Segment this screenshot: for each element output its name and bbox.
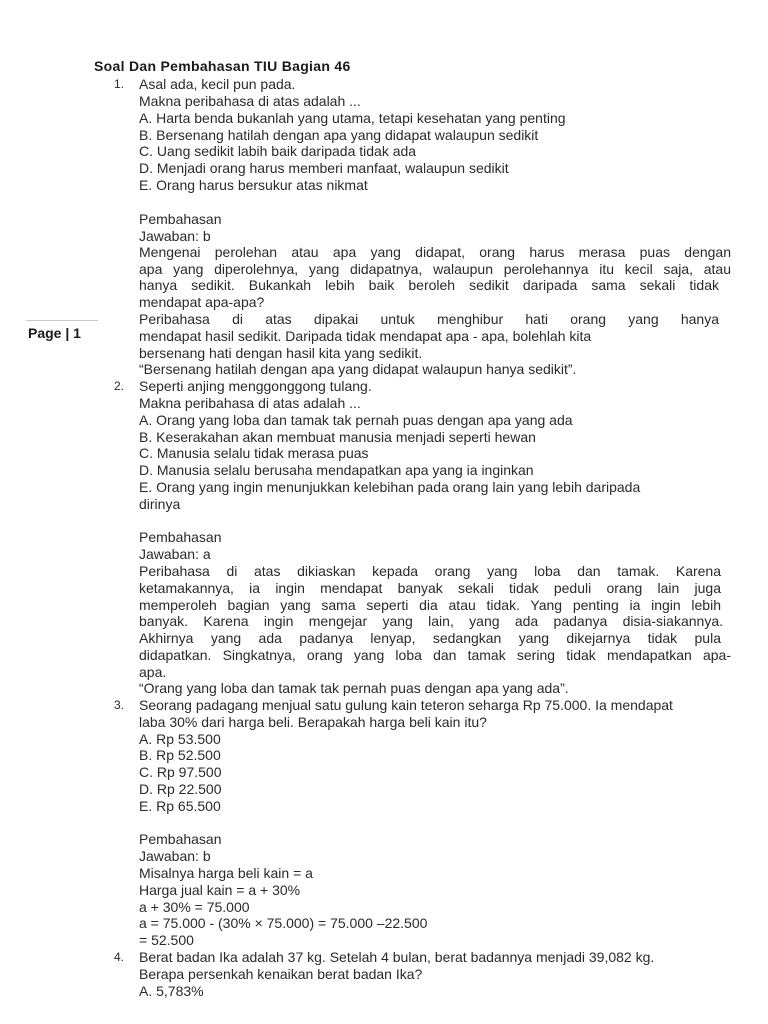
explanation-line: Akhirnya yang ada padanya lenyap, sedangkan yang dikejarnya tidak pula [139, 630, 721, 646]
explanation-line: apa yang diperolehnya, yang didapatnya, walaupun perolehannya itu kecil saja, atau [139, 261, 731, 277]
answer-option: D. Manusia selalu berusaha mendapatkan apa yang ia inginkan [139, 462, 534, 478]
discussion-heading: Pembahasan [139, 831, 222, 847]
explanation-line: hanya sedikit. Bukankah lebih baik beroleh sedikit daripada sama sekali tidak [139, 277, 719, 293]
explanation-line: Mengenai perolehan atau apa yang didapat, orang harus merasa puas dengan [139, 244, 731, 260]
answer-option: C. Uang sedikit labih baik daripada tidak ada [139, 143, 417, 159]
answer-option: A. Harta benda bukanlah yang utama, tetapi kesehatan yang penting [139, 110, 566, 126]
explanation-line: mendapat hasil sedikit. Daripada tidak mendapat apa - apa, bolehlah kita [139, 328, 592, 344]
page-number-label: Page | 1 [28, 325, 81, 341]
explanation-line: a + 30% = 75.000 [139, 899, 250, 915]
answer-option: A. Orang yang loba dan tamak tak pernah puas dengan apa yang ada [139, 412, 573, 428]
answer-option: E. Orang yang ingin menunjukkan kelebihan pada orang lain yang lebih daripada [139, 479, 641, 495]
answer-option: B. Bersenang hatilah dengan apa yang didapat walaupun sedikit [139, 127, 539, 143]
question-text: Seorang padagang menjual satu gulung kain teteron seharga Rp 75.000. Ia mendapat [139, 697, 673, 713]
explanation-line: “Orang yang loba dan tamak tak pernah puas dengan apa yang ada”. [139, 680, 569, 696]
answer-key: Jawaban: b [139, 848, 211, 864]
document-title: Soal Dan Pembahasan TIU Bagian 46 [94, 58, 351, 74]
answer-option: dirinya [139, 496, 181, 512]
explanation-line: Misalnya harga beli kain = a [139, 865, 313, 881]
explanation-line: a = 75.000 - (30% × 75.000) = 75.000 –22.500 [139, 915, 428, 931]
discussion-heading: Pembahasan [139, 211, 222, 227]
explanation-line: apa. [139, 664, 167, 680]
answer-option: E. Rp 65.500 [139, 798, 221, 814]
question-prompt: laba 30% dari harga beli. Berapakah harga beli kain itu? [139, 714, 487, 730]
answer-option: E. Orang harus bersukur atas nikmat [139, 177, 368, 193]
answer-option: B. Keserakahan akan membuat manusia menjadi seperti hewan [139, 429, 536, 445]
explanation-line: Harga jual kain = a + 30% [139, 882, 301, 898]
question-number: 4. [114, 950, 125, 964]
question-prompt: Berapa persenkah kenaikan berat badan Ika? [139, 966, 423, 982]
question-prompt: Makna peribahasa di atas adalah ... [139, 395, 361, 411]
explanation-line: ketamakannya, ia ingin mendapat banyak sekali tidak peduli orang lain juga [139, 580, 721, 596]
explanation-line: mendapat apa-apa? [139, 294, 265, 310]
question-prompt: Makna peribahasa di atas adalah ... [139, 93, 361, 109]
answer-key: Jawaban: b [139, 228, 211, 244]
explanation-line: = 52.500 [139, 932, 194, 948]
answer-option: D. Menjadi orang harus memberi manfaat, walaupun sedikit [139, 160, 509, 176]
question-text: Berat badan Ika adalah 37 kg. Setelah 4 bulan, berat badannya menjadi 39,082 kg. [139, 949, 655, 965]
explanation-line: memperoleh bagian yang sama seperti dia atau tidak. Yang penting ia ingin lebih [139, 597, 721, 613]
answer-option: A. Rp 53.500 [139, 731, 221, 747]
question-text: Seperti anjing menggonggong tulang. [139, 378, 372, 394]
discussion-heading: Pembahasan [139, 529, 222, 545]
question-number: 2. [114, 379, 125, 393]
explanation-line: Peribahasa di atas dikiaskan kepada orang yang loba dan tamak. Karena [139, 563, 721, 579]
answer-option: B. Rp 52.500 [139, 747, 221, 763]
explanation-line: bersenang hati dengan hasil kita yang sedikit. [139, 345, 423, 361]
question-number: 1. [114, 77, 125, 91]
answer-option: D. Rp 22.500 [139, 781, 222, 797]
question-text: Asal ada, kecil pun pada. [139, 76, 296, 92]
explanation-line: “Bersenang hatilah dengan apa yang didapat walaupun hanya sedikit”. [139, 361, 577, 377]
answer-option: A. 5,783% [139, 983, 204, 999]
answer-option: C. Manusia selalu tidak merasa puas [139, 445, 369, 461]
answer-option: C. Rp 97.500 [139, 764, 222, 780]
explanation-line: banyak. Karena ingin mengejar yang lain, yang ada padanya disia-siakannya. [139, 613, 723, 629]
margin-rule [26, 320, 98, 321]
explanation-line: Peribahasa di atas dipakai untuk menghibur hati orang yang hanya [139, 311, 719, 327]
question-number: 3. [114, 698, 125, 712]
explanation-line: didapatkan. Singkatnya, orang yang loba dan tamak sering tidak mendapatkan apa- [139, 647, 731, 663]
answer-key: Jawaban: a [139, 546, 211, 562]
